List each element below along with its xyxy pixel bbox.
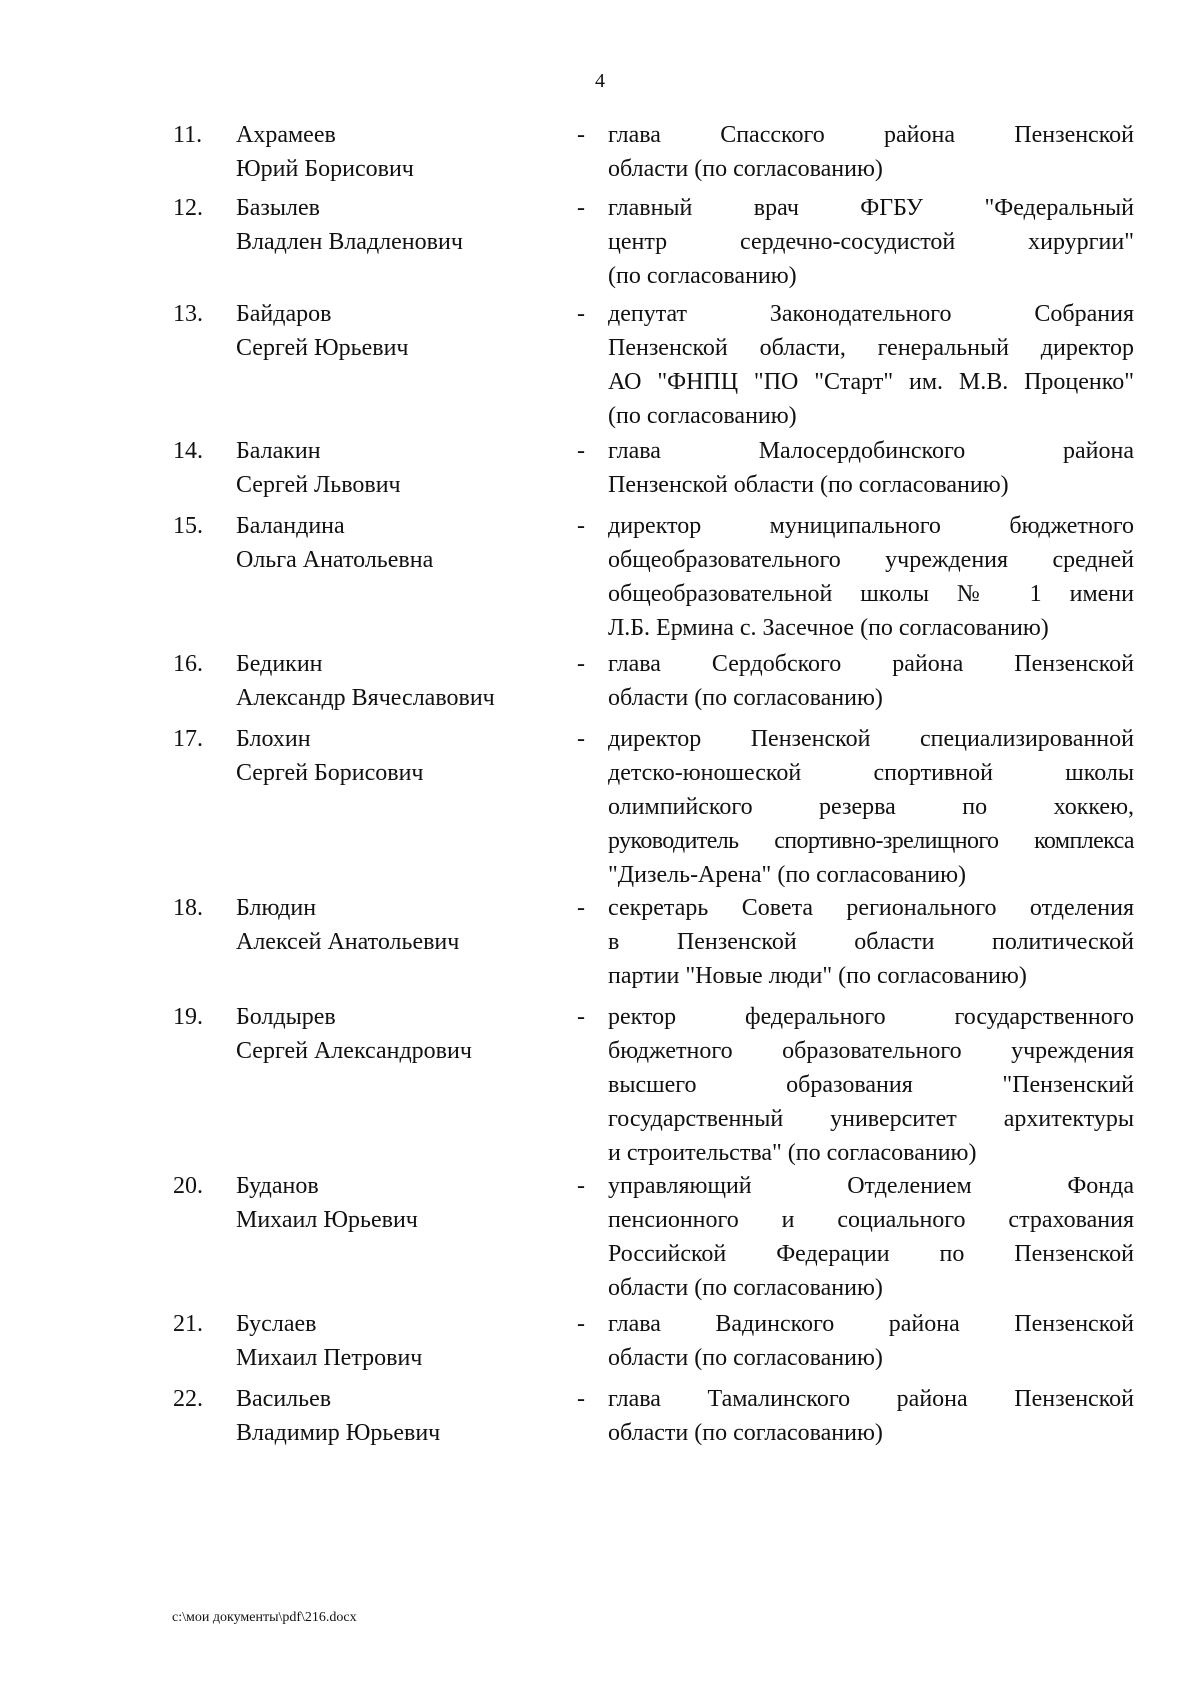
member-given-names: Михаил Юрьевич xyxy=(236,1207,418,1233)
member-position xyxy=(608,191,1134,293)
member-surname: Васильев xyxy=(236,1386,332,1412)
position-line: глава Тамалинского района Пензенской xyxy=(608,1386,1134,1412)
separator-dash: - xyxy=(577,195,585,221)
position-line: центр сердечно-сосудистой хирургии" xyxy=(608,229,1134,255)
entry-number: 14. xyxy=(173,438,203,464)
member-position xyxy=(608,1307,1134,1375)
entry-number: 19. xyxy=(173,1004,203,1030)
entry-number: 16. xyxy=(173,651,203,677)
entry-number: 17. xyxy=(173,726,203,752)
position-line: пенсионного и социального страхования xyxy=(608,1207,1134,1233)
member-surname: Базылев xyxy=(236,195,320,221)
member-name xyxy=(236,1307,566,1375)
member-given-names: Сергей Юрьевич xyxy=(236,335,409,361)
member-surname: Болдырев xyxy=(236,1004,336,1030)
position-line: Пензенской области (по согласованию) xyxy=(608,472,1009,498)
position-line: общеобразовательного учреждения средней xyxy=(608,547,1134,573)
member-given-names: Ольга Анатольевна xyxy=(236,547,434,573)
member-given-names: Сергей Борисович xyxy=(236,760,424,786)
member-position xyxy=(608,891,1134,993)
member-given-names: Владимир Юрьевич xyxy=(236,1420,441,1446)
separator-dash: - xyxy=(577,895,585,921)
member-surname: Блюдин xyxy=(236,895,317,921)
member-name xyxy=(236,297,566,365)
position-line: области (по согласованию) xyxy=(608,156,883,182)
separator-dash: - xyxy=(577,513,585,539)
entry-number: 12. xyxy=(173,195,203,221)
member-position xyxy=(608,1169,1134,1305)
position-line: области (по согласованию) xyxy=(608,1420,883,1446)
position-line: области (по согласованию) xyxy=(608,1275,883,1301)
member-name xyxy=(236,722,566,790)
position-line: глава Спасского района Пензенской xyxy=(608,122,1134,148)
member-position xyxy=(608,118,1134,186)
separator-dash: - xyxy=(577,651,585,677)
entry-number: 18. xyxy=(173,895,203,921)
member-name xyxy=(236,1000,566,1068)
position-line: глава Малосердобинского района xyxy=(608,438,1134,464)
member-name xyxy=(236,191,566,259)
position-line: глава Сердобского района Пензенской xyxy=(608,651,1134,677)
member-name xyxy=(236,434,566,502)
position-line: секретарь Совета регионального отделения xyxy=(608,895,1134,921)
member-surname: Бедикин xyxy=(236,651,323,677)
member-position xyxy=(608,722,1134,892)
position-line: высшего образования "Пензенский xyxy=(608,1072,1134,1098)
position-line: бюджетного образовательного учреждения xyxy=(608,1038,1134,1064)
separator-dash: - xyxy=(577,122,585,148)
separator-dash: - xyxy=(577,301,585,327)
position-line: Л.Б. Ермина с. Засечное (по согласованию) xyxy=(608,615,1049,641)
separator-dash: - xyxy=(577,726,585,752)
entry-number: 21. xyxy=(173,1311,203,1337)
separator-dash: - xyxy=(577,1311,585,1337)
file-path-footer: c:\мои документы\pdf\216.docx xyxy=(172,1610,357,1625)
position-line: детско-юношеской спортивной школы xyxy=(608,760,1134,786)
member-position xyxy=(608,434,1134,502)
position-line: олимпийского резерва по хоккею, xyxy=(608,794,1134,820)
position-line: руководитель спортивно-зрелищного комплекса xyxy=(608,828,1134,854)
position-line: и строительства" (по согласованию) xyxy=(608,1140,977,1166)
member-position xyxy=(608,297,1134,433)
member-position xyxy=(608,647,1134,715)
member-given-names: Александр Вячеславович xyxy=(236,685,495,711)
page-number: 4 xyxy=(595,70,605,92)
separator-dash: - xyxy=(577,1004,585,1030)
entry-number: 20. xyxy=(173,1173,203,1199)
member-name xyxy=(236,891,566,959)
position-line: управляющий Отделением Фонда xyxy=(608,1173,1134,1199)
member-surname: Баландина xyxy=(236,513,345,539)
member-name xyxy=(236,1382,566,1450)
position-line: Российской Федерации по Пензенской xyxy=(608,1241,1134,1267)
position-line: (по согласованию) xyxy=(608,403,797,429)
position-line: Пензенской области, генеральный директор xyxy=(608,335,1134,361)
position-line: главный врач ФГБУ "Федеральный xyxy=(608,195,1134,221)
position-line: области (по согласованию) xyxy=(608,1345,883,1371)
position-line: партии "Новые люди" (по согласованию) xyxy=(608,963,1027,989)
position-line: директор Пензенской специализированной xyxy=(608,726,1134,752)
entry-number: 13. xyxy=(173,301,203,327)
position-line: области (по согласованию) xyxy=(608,685,883,711)
position-line: "Дизель-Арена" (по согласованию) xyxy=(608,862,967,888)
member-surname: Балакин xyxy=(236,438,321,464)
member-surname: Байдаров xyxy=(236,301,332,327)
member-name xyxy=(236,509,566,577)
position-line: депутат Законодательного Собрания xyxy=(608,301,1134,327)
member-surname: Блохин xyxy=(236,726,311,752)
member-position xyxy=(608,509,1134,645)
member-surname: Ахрамеев xyxy=(236,122,336,148)
member-given-names: Владлен Владленович xyxy=(236,229,463,255)
separator-dash: - xyxy=(577,1173,585,1199)
entry-number: 15. xyxy=(173,513,203,539)
position-line: АО "ФНПЦ "ПО "Старт" им. М.В. Проценко" xyxy=(608,369,1134,395)
member-given-names: Юрий Борисович xyxy=(236,156,414,182)
member-name xyxy=(236,647,566,715)
position-line: директор муниципального бюджетного xyxy=(608,513,1134,539)
member-position xyxy=(608,1382,1134,1450)
member-name xyxy=(236,1169,566,1237)
position-line: ректор федерального государственного xyxy=(608,1004,1134,1030)
member-given-names: Алексей Анатольевич xyxy=(236,929,460,955)
position-line: общеобразовательной школы № 1 имени xyxy=(608,581,1134,607)
separator-dash: - xyxy=(577,438,585,464)
position-line: глава Вадинского района Пензенской xyxy=(608,1311,1134,1337)
entry-number: 11. xyxy=(173,122,203,148)
separator-dash: - xyxy=(577,1386,585,1412)
member-given-names: Михаил Петрович xyxy=(236,1345,423,1371)
position-line: в Пензенской области политической xyxy=(608,929,1134,955)
position-line: государственный университет архитектуры xyxy=(608,1106,1134,1132)
member-position xyxy=(608,1000,1134,1170)
entry-number: 22. xyxy=(173,1386,203,1412)
member-given-names: Сергей Александрович xyxy=(236,1038,472,1064)
member-name xyxy=(236,118,566,186)
member-given-names: Сергей Львович xyxy=(236,472,401,498)
member-surname: Буданов xyxy=(236,1173,319,1199)
member-surname: Буслаев xyxy=(236,1311,317,1337)
position-line: (по согласованию) xyxy=(608,263,797,289)
